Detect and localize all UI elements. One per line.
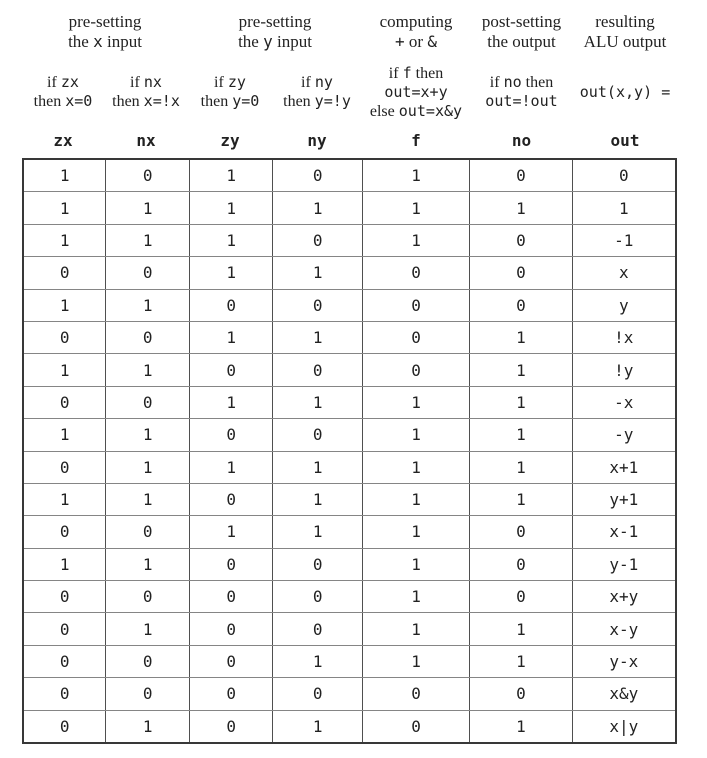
code-text: zx bbox=[60, 73, 79, 91]
code-text: nx bbox=[143, 73, 162, 91]
table-cell: 1 bbox=[469, 613, 571, 644]
plain-text: else bbox=[369, 102, 399, 120]
code-text: ny bbox=[314, 73, 333, 91]
table-cell: 1 bbox=[362, 160, 469, 191]
table-cell: 1 bbox=[59, 425, 70, 445]
table-cell: 0 bbox=[189, 646, 272, 677]
plain-text: then bbox=[411, 64, 444, 82]
table-row bbox=[24, 160, 675, 191]
table-cell: 1 bbox=[272, 257, 361, 288]
column-name-zx: zx bbox=[53, 131, 73, 150]
table-cell: 1 bbox=[105, 452, 189, 483]
table-cell: y bbox=[572, 290, 675, 321]
table-row bbox=[24, 580, 675, 612]
description-line bbox=[272, 92, 362, 111]
table-cell: 0 bbox=[189, 711, 272, 742]
table-cell: 1 bbox=[272, 516, 361, 547]
table-cell: 0 bbox=[59, 716, 70, 736]
table-cell: 1 bbox=[189, 516, 272, 547]
table-cell: 0 bbox=[362, 354, 469, 385]
table-cell: x+1 bbox=[572, 452, 675, 483]
table-cell: 1 bbox=[362, 419, 469, 450]
table-cell: 1 bbox=[469, 387, 571, 418]
table-row bbox=[24, 677, 675, 709]
table-row bbox=[24, 321, 675, 353]
table-row bbox=[24, 256, 675, 288]
table-cell: 0 bbox=[105, 160, 189, 191]
group-title-line1: resulting bbox=[595, 12, 655, 31]
table-cell: 0 bbox=[105, 516, 189, 547]
table-cell: 0 bbox=[59, 328, 70, 348]
group-title-post-setting bbox=[470, 12, 573, 52]
plain-text: then bbox=[112, 93, 144, 110]
description-line bbox=[272, 73, 362, 92]
table-cell: 1 bbox=[189, 322, 272, 353]
table-cell: 1 bbox=[59, 360, 70, 380]
plain-text: then bbox=[33, 93, 66, 110]
table-cell: 1 bbox=[362, 225, 469, 256]
plain-text: input bbox=[102, 32, 142, 51]
table-cell: 0 bbox=[272, 419, 361, 450]
table-cell: x&y bbox=[572, 678, 675, 709]
column-description-nx bbox=[104, 73, 188, 111]
code-text: zy bbox=[227, 73, 246, 91]
table-cell: 0 bbox=[189, 354, 272, 385]
table-row bbox=[24, 386, 675, 418]
table-cell: 1 bbox=[362, 452, 469, 483]
table-cell: 1 bbox=[362, 484, 469, 515]
table-cell: 1 bbox=[362, 549, 469, 580]
group-title-pre-setting-x bbox=[22, 12, 188, 52]
table-cell: 0 bbox=[362, 322, 469, 353]
group-title-line1: pre-setting bbox=[68, 12, 142, 31]
table-cell: 0 bbox=[362, 711, 469, 742]
table-cell: 1 bbox=[189, 387, 272, 418]
table-cell: y-1 bbox=[572, 549, 675, 580]
table-cell: 0 bbox=[189, 678, 272, 709]
description-line bbox=[188, 92, 272, 111]
table-cell: x|y bbox=[572, 711, 675, 742]
plain-text: then bbox=[200, 93, 233, 110]
table-cell: 1 bbox=[469, 646, 571, 677]
column-name-no: no bbox=[511, 131, 532, 150]
table-cell: 0 bbox=[189, 290, 272, 321]
description-line bbox=[362, 83, 470, 102]
table-cell: 1 bbox=[189, 225, 272, 256]
table-cell: 0 bbox=[59, 684, 70, 704]
table-cell: 0 bbox=[272, 290, 361, 321]
alu-table bbox=[22, 158, 677, 744]
table-cell: 1 bbox=[105, 354, 189, 385]
table-cell: 0 bbox=[59, 263, 70, 283]
table-cell: 1 bbox=[362, 387, 469, 418]
table-cell: !x bbox=[572, 322, 675, 353]
table-cell: 1 bbox=[105, 711, 189, 742]
table-cell: 1 bbox=[105, 613, 189, 644]
table-cell: 0 bbox=[362, 257, 469, 288]
table-cell: 1 bbox=[59, 230, 70, 250]
table-cell: !y bbox=[572, 354, 675, 385]
plain-text: the bbox=[68, 32, 94, 51]
description-line bbox=[362, 102, 470, 121]
table-row bbox=[24, 515, 675, 547]
code-text: out=x&y bbox=[398, 101, 463, 120]
plain-text: if bbox=[388, 64, 403, 82]
table-cell: x-1 bbox=[572, 516, 675, 547]
table-cell: 1 bbox=[189, 160, 272, 191]
table-cell: 1 bbox=[469, 452, 571, 483]
code-text: no bbox=[503, 73, 522, 91]
table-cell: 0 bbox=[189, 581, 272, 612]
group-title-pre-setting-y bbox=[188, 12, 362, 52]
table-cell: 1 bbox=[59, 490, 70, 510]
group-title-computing bbox=[362, 12, 470, 52]
table-cell: 0 bbox=[272, 225, 361, 256]
table-cell: -1 bbox=[572, 225, 675, 256]
table-cell: 0 bbox=[469, 160, 571, 191]
code-text: f bbox=[402, 63, 412, 82]
plain-text: ALU output bbox=[583, 32, 667, 51]
plain-text: if bbox=[301, 74, 315, 91]
table-cell: 0 bbox=[469, 257, 571, 288]
table-cell: x bbox=[572, 257, 675, 288]
table-cell: 0 bbox=[362, 290, 469, 321]
group-title-line2 bbox=[470, 32, 573, 52]
table-cell: 1 bbox=[105, 419, 189, 450]
table-cell: 1 bbox=[362, 646, 469, 677]
table-cell: 0 bbox=[272, 581, 361, 612]
code-text: out=!out bbox=[485, 92, 558, 110]
table-cell: 0 bbox=[105, 257, 189, 288]
column-descriptions-row bbox=[22, 60, 677, 124]
code-text: + bbox=[395, 32, 405, 51]
table-cell: 1 bbox=[272, 192, 361, 223]
table-cell: 0 bbox=[189, 484, 272, 515]
table-cell: 1 bbox=[189, 452, 272, 483]
table-cell: 1 bbox=[272, 646, 361, 677]
table-cell: 0 bbox=[272, 160, 361, 191]
table-cell: 0 bbox=[469, 549, 571, 580]
table-cell: x+y bbox=[572, 581, 675, 612]
group-title-line2 bbox=[22, 32, 188, 52]
code-text: x bbox=[93, 32, 103, 51]
table-cell: 1 bbox=[59, 166, 70, 186]
table-cell: 0 bbox=[469, 225, 571, 256]
description-line bbox=[22, 92, 104, 111]
table-cell: 1 bbox=[59, 198, 70, 218]
table-cell: 0 bbox=[189, 613, 272, 644]
table-cell: 0 bbox=[59, 457, 70, 477]
table-cell: 0 bbox=[59, 392, 70, 412]
group-title-line2 bbox=[573, 32, 677, 52]
code-text: x=!x bbox=[143, 92, 180, 110]
table-cell: 0 bbox=[105, 387, 189, 418]
description-line bbox=[573, 83, 677, 102]
code-text: y bbox=[263, 32, 273, 51]
table-cell: 1 bbox=[105, 192, 189, 223]
code-text: y=0 bbox=[232, 92, 260, 110]
table-cell: 1 bbox=[272, 387, 361, 418]
table-cell: 1 bbox=[272, 711, 361, 742]
table-cell: 1 bbox=[189, 257, 272, 288]
plain-text: if bbox=[214, 74, 228, 91]
column-name-out: out bbox=[610, 131, 640, 150]
table-row bbox=[24, 483, 675, 515]
table-cell: 1 bbox=[189, 192, 272, 223]
table-cell: 0 bbox=[189, 419, 272, 450]
table-cell: 0 bbox=[572, 160, 675, 191]
table-cell: 0 bbox=[59, 587, 70, 607]
table-row bbox=[24, 191, 675, 223]
table-cell: 1 bbox=[272, 484, 361, 515]
table-row bbox=[24, 224, 675, 256]
column-description-zy bbox=[188, 73, 272, 111]
group-title-line1: pre-setting bbox=[238, 12, 312, 31]
plain-text: or bbox=[404, 32, 428, 51]
table-cell: y-x bbox=[572, 646, 675, 677]
code-text: & bbox=[427, 32, 437, 51]
table-cell: 1 bbox=[469, 419, 571, 450]
table-cell: 1 bbox=[362, 613, 469, 644]
plain-text: then bbox=[283, 93, 315, 110]
plain-text: the bbox=[238, 32, 264, 51]
group-title-line1: post-setting bbox=[481, 12, 562, 31]
group-title-line2 bbox=[188, 32, 362, 52]
table-cell: 0 bbox=[105, 322, 189, 353]
description-line bbox=[104, 73, 188, 92]
group-titles-row bbox=[22, 12, 677, 58]
code-text: out(x,y) = bbox=[579, 82, 671, 101]
table-cell: 0 bbox=[272, 613, 361, 644]
plain-text: input bbox=[272, 32, 312, 51]
column-description-f bbox=[362, 64, 470, 121]
plain-text: the output bbox=[487, 32, 556, 51]
plain-text: if bbox=[489, 74, 504, 91]
column-name-f: f bbox=[411, 131, 421, 150]
table-cell: 1 bbox=[59, 295, 70, 315]
table-cell: 0 bbox=[59, 522, 70, 542]
table-row bbox=[24, 548, 675, 580]
column-description-out bbox=[573, 83, 677, 102]
description-line bbox=[188, 73, 272, 92]
table-cell: 0 bbox=[105, 646, 189, 677]
group-title-resulting bbox=[573, 12, 677, 52]
table-row bbox=[24, 451, 675, 483]
column-description-no bbox=[470, 73, 573, 111]
code-text: y=!y bbox=[314, 92, 351, 110]
table-cell: 1 bbox=[572, 192, 675, 223]
table-cell: 1 bbox=[105, 484, 189, 515]
table-cell: 1 bbox=[105, 225, 189, 256]
table-cell: 0 bbox=[469, 516, 571, 547]
description-line bbox=[362, 64, 470, 83]
column-description-zx bbox=[22, 73, 104, 111]
table-cell: 1 bbox=[59, 554, 70, 574]
table-row bbox=[24, 418, 675, 450]
table-cell: 1 bbox=[105, 290, 189, 321]
table-cell: 0 bbox=[59, 619, 70, 639]
description-line bbox=[104, 92, 188, 111]
table-row bbox=[24, 645, 675, 677]
table-cell: -x bbox=[572, 387, 675, 418]
table-cell: 0 bbox=[189, 549, 272, 580]
group-title-line2 bbox=[362, 32, 470, 52]
table-row bbox=[24, 710, 675, 742]
table-cell: 0 bbox=[362, 678, 469, 709]
table-cell: 1 bbox=[469, 354, 571, 385]
table-cell: 1 bbox=[362, 516, 469, 547]
table-row bbox=[24, 289, 675, 321]
description-line bbox=[470, 92, 573, 111]
table-cell: 1 bbox=[362, 581, 469, 612]
table-cell: 1 bbox=[362, 192, 469, 223]
column-name-zy: zy bbox=[220, 131, 240, 150]
table-cell: 1 bbox=[469, 711, 571, 742]
plain-text: if bbox=[130, 74, 144, 91]
table-cell: 0 bbox=[105, 581, 189, 612]
column-names-row bbox=[22, 126, 677, 152]
table-cell: 0 bbox=[469, 678, 571, 709]
column-name-ny: ny bbox=[307, 131, 327, 150]
table-cell: 1 bbox=[469, 192, 571, 223]
description-line bbox=[470, 73, 573, 92]
plain-text: then bbox=[521, 74, 554, 91]
table-cell: 1 bbox=[105, 549, 189, 580]
table-row bbox=[24, 353, 675, 385]
description-line bbox=[22, 73, 104, 92]
table-cell: 0 bbox=[272, 354, 361, 385]
table-cell: 1 bbox=[469, 484, 571, 515]
column-name-nx: nx bbox=[136, 131, 156, 150]
table-cell: 0 bbox=[469, 581, 571, 612]
plain-text: if bbox=[47, 74, 61, 91]
table-cell: -y bbox=[572, 419, 675, 450]
table-cell: 1 bbox=[272, 322, 361, 353]
table-cell: 0 bbox=[272, 678, 361, 709]
group-title-line1: computing bbox=[379, 12, 453, 31]
table-cell: 0 bbox=[59, 652, 70, 672]
table-cell: 0 bbox=[469, 290, 571, 321]
table-cell: 0 bbox=[105, 678, 189, 709]
table-cell: 0 bbox=[272, 549, 361, 580]
table-row bbox=[24, 612, 675, 644]
table-cell: y+1 bbox=[572, 484, 675, 515]
code-text: x=0 bbox=[65, 92, 93, 110]
table-cell: 1 bbox=[469, 322, 571, 353]
table-cell: 1 bbox=[272, 452, 361, 483]
table-cell: x-y bbox=[572, 613, 675, 644]
column-description-ny bbox=[272, 73, 362, 111]
code-text: out=x+y bbox=[384, 82, 448, 101]
